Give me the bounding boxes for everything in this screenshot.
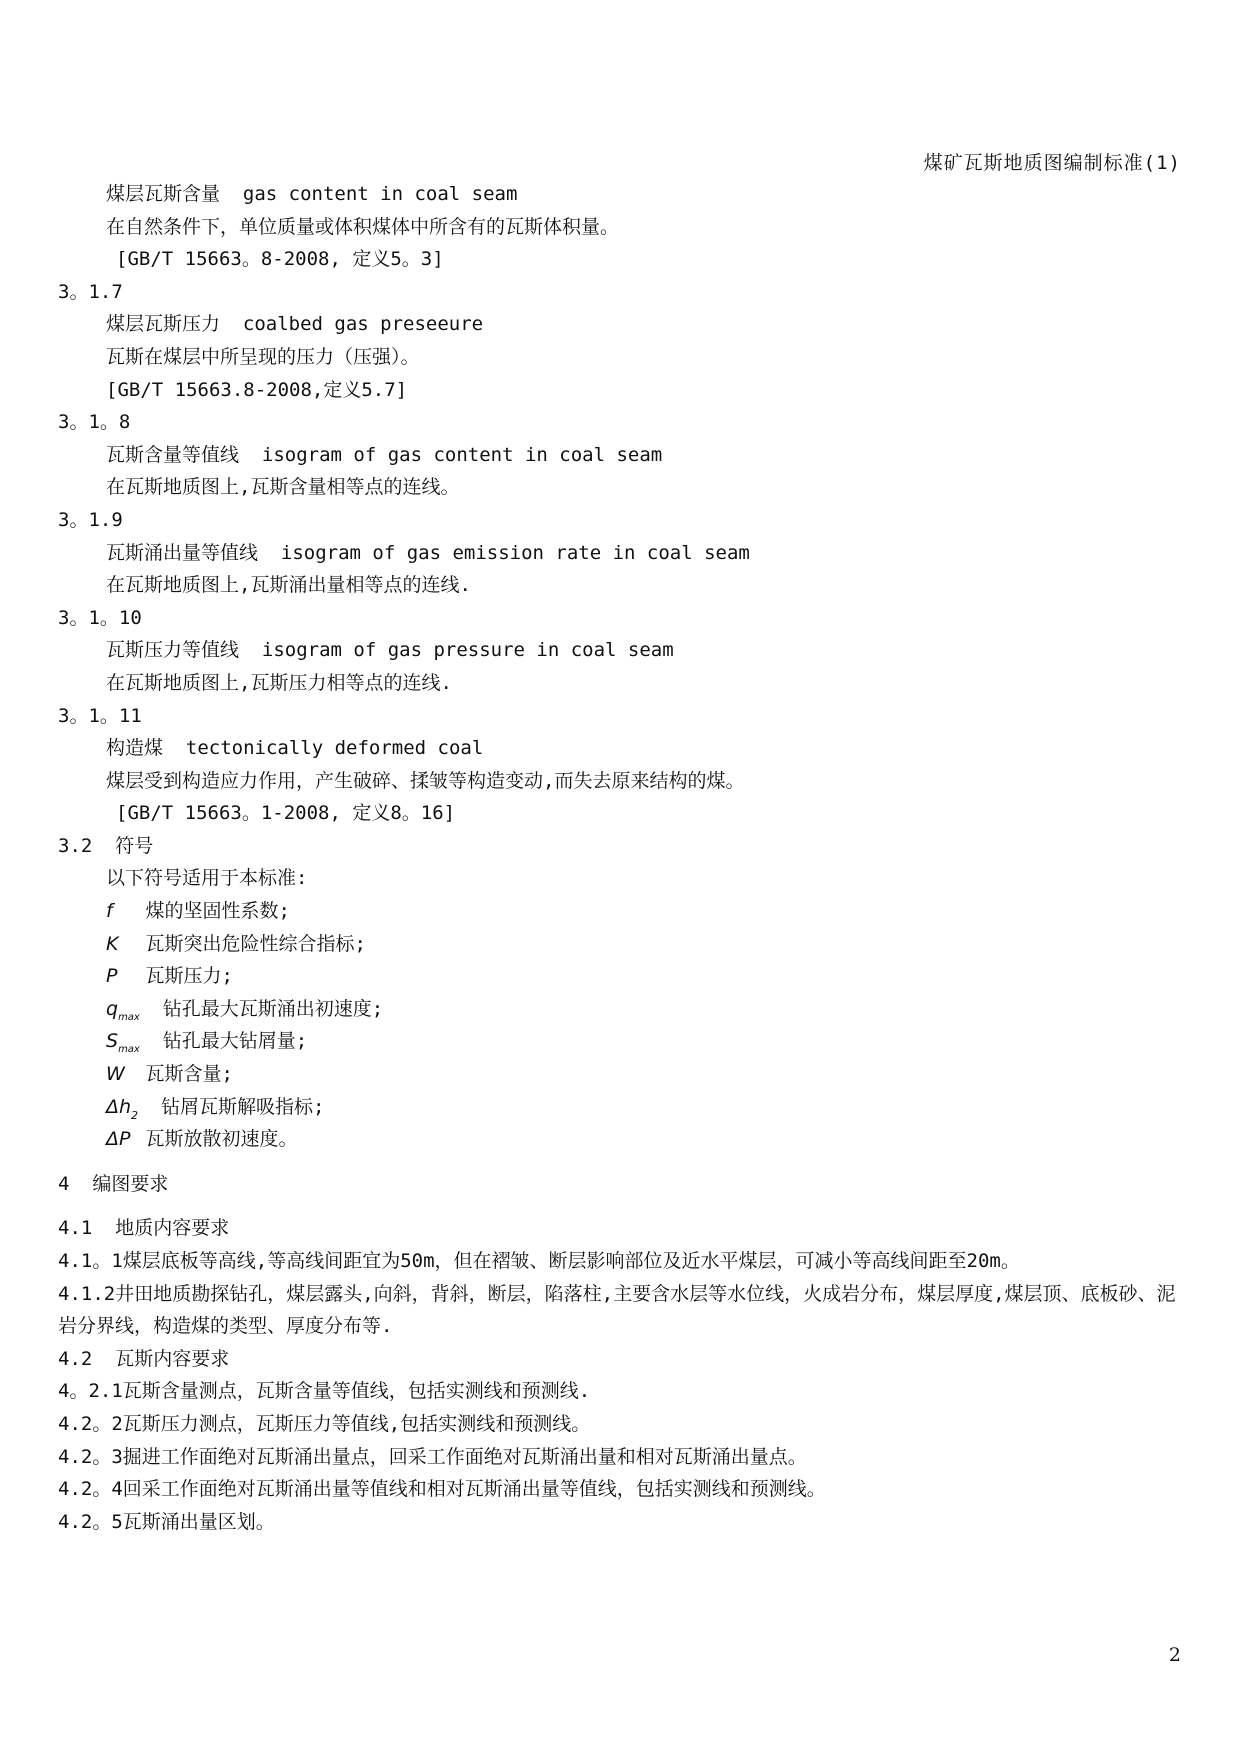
term-reference: [GB/T 15663。1-2008, 定义8。16] xyxy=(116,802,456,825)
term-title: 构造煤 tectonically deformed coal xyxy=(106,737,484,760)
symbol-description: 瓦斯含量; xyxy=(145,1063,233,1086)
term-definition: 在自然条件下，单位质量或体积煤体中所含有的瓦斯体积量。 xyxy=(106,215,620,238)
symbol-subscript: max xyxy=(118,1011,140,1023)
section-heading: 4.1 地质内容要求 xyxy=(58,1217,230,1240)
paragraph: 4.1。1煤层底板等高线,等高线间距宜为50m，但在褶皱、断层影响部位及近水平煤层，可减小等高线间距至20m。 xyxy=(58,1250,1020,1272)
symbol-description: 瓦斯放散初速度。 xyxy=(145,1128,298,1151)
term-definition: 在瓦斯地质图上,瓦斯含量相等点的连线。 xyxy=(106,476,460,499)
symbol-row xyxy=(58,1058,1188,1091)
symbol-description: 瓦斯突出危险性综合指标; xyxy=(145,932,366,955)
term-title: 煤层瓦斯压力 coalbed gas preseeure xyxy=(106,313,484,336)
symbol-subscript: 2 xyxy=(131,1108,139,1122)
symbol-row xyxy=(58,993,1188,1026)
symbol: K xyxy=(106,932,119,955)
term-reference: [GB/T 15663。8-2008, 定义5。3] xyxy=(116,248,444,271)
clause-number: 3。1.9 xyxy=(58,508,123,531)
clause-number: 3。1。11 xyxy=(58,704,142,727)
paragraph: 4.2。3掘进工作面绝对瓦斯涌出量点，回采工作面绝对瓦斯涌出量和相对瓦斯涌出量点。 xyxy=(58,1445,807,1468)
section-heading: 3.2 符号 xyxy=(58,834,154,857)
symbol-row xyxy=(58,1123,1188,1156)
running-header: 煤矿瓦斯地质图编制标准(1) xyxy=(923,152,1181,174)
term-title: 煤层瓦斯含量 gas content in coal seam xyxy=(106,183,518,205)
clause-number: 3。1.7 xyxy=(58,280,123,303)
symbol-description: 瓦斯压力; xyxy=(145,965,233,988)
term-definition: 在瓦斯地质图上,瓦斯涌出量相等点的连线. xyxy=(106,574,471,597)
term-title: 瓦斯涌出量等值线 isogram of gas emission rate in coal seam xyxy=(106,541,750,564)
chapter-heading: 4 编图要求 xyxy=(58,1172,169,1195)
page-number: 2 xyxy=(1168,1644,1181,1666)
term-definition: 瓦斯在煤层中所呈现的压力（压强）。 xyxy=(106,345,420,368)
symbol-subscript: max xyxy=(118,1044,140,1056)
paragraph: 4.2。5瓦斯涌出量区划。 xyxy=(58,1510,275,1533)
symbol-description: 钻孔最大钻屑量; xyxy=(162,1030,308,1053)
paragraph: 4。2.1瓦斯含量测点，瓦斯含量等值线，包括实测线和预测线. xyxy=(58,1380,591,1403)
clause-number: 3。1。8 xyxy=(58,411,131,434)
symbol-description: 煤的坚固性系数; xyxy=(145,900,290,923)
term-definition: 煤层受到构造应力作用，产生破碎、揉皱等构造变动,而失去原来结构的煤。 xyxy=(106,769,745,792)
symbol-row xyxy=(58,1025,1188,1058)
symbol-row xyxy=(58,895,1188,928)
symbol-row xyxy=(58,1091,1188,1124)
term-definition: 在瓦斯地质图上,瓦斯压力相等点的连线. xyxy=(106,671,452,694)
section-heading: 4.2 瓦斯内容要求 xyxy=(58,1347,230,1370)
symbol-description: 钻屑瓦斯解吸指标; xyxy=(160,1095,325,1118)
symbol: f xyxy=(106,900,113,923)
symbol: P xyxy=(106,965,118,988)
term-title: 瓦斯含量等值线 isogram of gas content in coal seam xyxy=(106,443,663,466)
symbol-description: 钻孔最大瓦斯涌出初速度; xyxy=(162,997,384,1020)
symbol: W xyxy=(106,1063,125,1086)
term-reference: [GB/T 15663.8-2008,定义5.7] xyxy=(106,378,408,401)
symbol: $q_{max}$ xyxy=(106,997,140,1023)
clause-number: 3。1。10 xyxy=(58,606,142,629)
paragraph: 4.2。2瓦斯压力测点，瓦斯压力等值线,包括实测线和预测线。 xyxy=(58,1412,591,1435)
paragraph: 4.1.2井田地质勘探钻孔，煤层露头,向斜，背斜，断层，陷落柱,主要含水层等水位线，火成岩分布，煤层厚度,煤层顶、底板砂、泥岩分界线，构造煤的类型、厚度分布等. xyxy=(58,1282,1176,1338)
symbol-row xyxy=(58,928,1188,961)
symbols-intro: 以下符号适用于本标准: xyxy=(106,867,308,890)
symbol: ΔP xyxy=(106,1128,131,1151)
symbol: $S_{max}$ xyxy=(106,1030,140,1056)
term-title: 瓦斯压力等值线 isogram of gas pressure in coal seam xyxy=(106,639,674,662)
symbol-row xyxy=(58,960,1188,993)
symbol: $\Delta h_2$ xyxy=(106,1095,139,1122)
paragraph: 4.2。4回采工作面绝对瓦斯涌出量等值线和相对瓦斯涌出量等值线，包括实测线和预测线。 xyxy=(58,1478,826,1501)
document-body xyxy=(58,178,1188,1538)
